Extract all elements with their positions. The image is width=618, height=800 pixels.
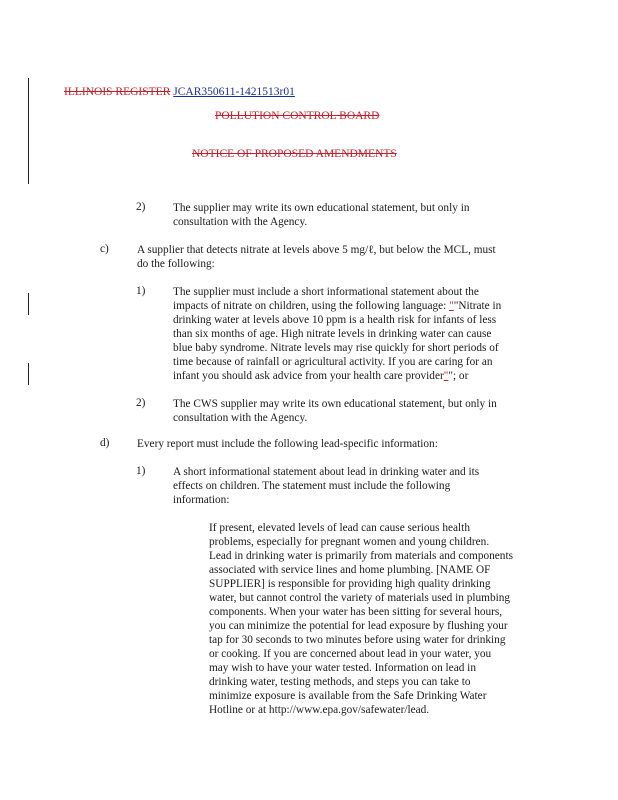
item-c1-line: time because of rainfall or agricultural activity. If you are caring for an xyxy=(173,356,493,368)
item-number: 1) xyxy=(136,465,146,477)
jcar-number: JCAR350611-1421513r01 xyxy=(173,86,295,98)
register-title: ILLINOIS REGISTER xyxy=(64,86,171,98)
quote-line: drinking water, testing methods, and steps you can take to xyxy=(209,676,471,688)
item-d1-line: effects on children. The statement must include the following xyxy=(173,480,451,492)
quote-line: Hotline or at http://www.epa.gov/safewater/lead. xyxy=(209,704,430,716)
change-bar xyxy=(28,78,29,184)
item-c1-line: than six months of age. High nitrate levels in drinking water can cause xyxy=(173,328,492,340)
item-c1-text: impacts of nitrate on children, using the following language: xyxy=(173,300,450,312)
item-b2-line: The supplier may write its own educational statement, but only in xyxy=(173,202,470,214)
board-name: POLLUTION CONTROL BOARD xyxy=(215,110,380,122)
quote-line: associated with service lines and home plumbing. [NAME OF xyxy=(209,564,491,576)
quote-line: Lead in drinking water is primarily from materials and components xyxy=(209,550,513,562)
quote-line: or cooking. If you are concerned about lead in your water, you xyxy=(209,648,492,660)
quote-line: problems, especially for pregnant women and young children. xyxy=(209,536,490,548)
item-number: 2) xyxy=(136,201,146,213)
item-c1-line: blue baby syndrome. Nitrate levels may rise quickly for short periods of xyxy=(173,342,499,354)
quote-line: components. When your water has been sitting for several hours, xyxy=(209,606,503,618)
item-d1-line: information: xyxy=(173,494,230,506)
item-number: 2) xyxy=(136,397,146,409)
item-c1-line: The supplier must include a short informational statement about the xyxy=(173,286,479,298)
notice-title: NOTICE OF PROPOSED AMENDMENTS xyxy=(192,148,397,160)
item-number: 1) xyxy=(136,285,146,297)
item-c2-line: The CWS supplier may write its own educational statement, but only in xyxy=(173,398,497,410)
inserted-quote: " xyxy=(443,370,449,382)
item-c1-line: drinking water at levels above 10 ppm is a health risk for infants of less xyxy=(173,314,497,326)
quote-line: minimize exposure is available from the Safe Drinking Water xyxy=(209,690,487,702)
item-c1-line xyxy=(173,369,468,383)
quote-line: tap for 30 seconds to two minutes before using water for drinking xyxy=(209,634,506,646)
item-c-line: A supplier that detects nitrate at levels above 5 mg/ℓ, but below the MCL, must xyxy=(137,244,496,256)
item-d1-line: A short informational statement about lead in drinking water and its xyxy=(173,466,480,478)
change-bar xyxy=(28,363,29,385)
quote-line: If present, elevated levels of lead can cause serious health xyxy=(209,522,470,534)
item-letter: d) xyxy=(100,437,110,449)
item-c-line: do the following: xyxy=(137,258,215,270)
item-c1-text: "Nitrate in xyxy=(453,300,502,312)
item-d-line: Every report must include the following lead-specific information: xyxy=(137,438,438,450)
quote-line: you can minimize the potential for lead exposure by flushing your xyxy=(209,620,508,632)
item-c1-text: "; or xyxy=(448,370,469,382)
item-b2-line: consultation with the Agency. xyxy=(173,216,308,228)
quote-line: water, but cannot control the variety of materials used in plumbing xyxy=(209,592,511,604)
inserted-quote: " xyxy=(449,300,454,312)
item-letter: c) xyxy=(100,243,109,255)
register-header xyxy=(64,86,295,98)
item-c1-text: infant you should ask advice from your health care provider xyxy=(173,370,444,382)
item-c1-line xyxy=(173,299,501,313)
quote-line: may wish to have your water tested. Information on lead in xyxy=(209,662,476,674)
change-bar xyxy=(28,293,29,315)
item-c2-line: consultation with the Agency. xyxy=(173,412,308,424)
quote-line: SUPPLIER] is responsible for providing high quality drinking xyxy=(209,578,491,590)
